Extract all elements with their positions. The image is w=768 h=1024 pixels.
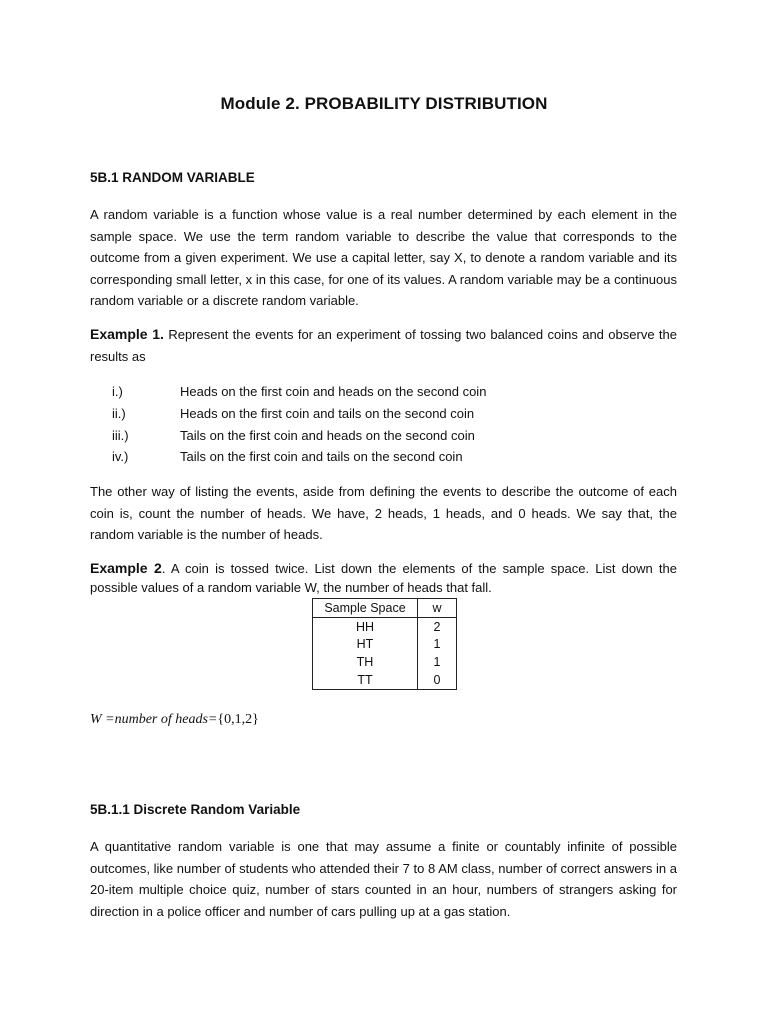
example-1-followup-paragraph: The other way of listing the events, aside from defining the events to describe the outcome of each coin is, count the number of heads. We have, 2 heads, 1 heads, and 0 heads. We say that, the random variable is the number of heads. bbox=[90, 484, 677, 543]
discrete-random-variable-paragraph: A quantitative random variable is one that may assume a finite or countably infinite of possible outcomes, like number of students who attended their 7 to 8 AM class, number of correct answers in a 20-item multiple choice quiz, number of stars counted in an hour, numbers of strangers asking for direction in a police officer and number of cars pulling up at a gas station. bbox=[90, 839, 677, 919]
list-item-number: iv.) bbox=[112, 449, 129, 465]
table-cell: TT bbox=[313, 671, 418, 689]
example-2-paragraph bbox=[90, 559, 677, 597]
example-1-list bbox=[90, 381, 677, 468]
example-1-paragraph bbox=[90, 324, 677, 367]
list-item bbox=[90, 403, 677, 425]
table-cell: HH bbox=[313, 617, 418, 635]
table-cell: TH bbox=[313, 653, 418, 671]
table-row bbox=[313, 636, 457, 654]
table-header-row bbox=[313, 599, 457, 618]
column-header-w: w bbox=[418, 599, 457, 618]
list-item-text: Heads on the first coin and tails on the second coin bbox=[180, 405, 475, 421]
table-row bbox=[313, 671, 457, 689]
table-row bbox=[313, 653, 457, 671]
list-item bbox=[90, 381, 677, 403]
example-1-label: Example 1. bbox=[90, 326, 164, 342]
formula-set: {0,1,2} bbox=[217, 712, 259, 727]
section-heading-random-variable: 5B.1 RANDOM VARIABLE bbox=[90, 170, 255, 185]
table-cell: 0 bbox=[418, 671, 457, 689]
table-cell: 1 bbox=[418, 653, 457, 671]
sample-space-table bbox=[312, 598, 457, 690]
example-2-text: . A coin is tossed twice. List down the elements of the sample space. List down the possible values of a random variable W, the number of heads that fall. bbox=[90, 561, 677, 595]
table-cell: 2 bbox=[418, 617, 457, 635]
list-item-text: Heads on the first coin and heads on the second coin bbox=[180, 384, 487, 399]
list-item bbox=[90, 425, 677, 447]
random-variable-paragraph: A random variable is a function whose value is a real number determined by each element in the sample space. We use the term random variable to describe the value that corresponds to the outcome from a given experiment. We use a capital letter, say X, to denote a random variable and its corresponding small letter, x in this case, for one of its values. A random variable may be a continuous random variable or a discrete random variable. bbox=[90, 207, 677, 309]
example-1-text: Represent the events for an experiment of tossing two balanced coins and observe the results as bbox=[90, 327, 678, 364]
section-heading-discrete-random-variable: 5B.1.1 Discrete Random Variable bbox=[90, 802, 301, 817]
list-item-number: iii.) bbox=[112, 427, 129, 443]
table-cell: 1 bbox=[418, 636, 457, 654]
random-variable-formula bbox=[90, 712, 259, 728]
list-item bbox=[90, 446, 677, 468]
example-2-label: Example 2 bbox=[90, 560, 162, 576]
list-item-number: i.) bbox=[112, 384, 123, 399]
page-title: Module 2. PROBABILITY DISTRIBUTION bbox=[220, 94, 548, 113]
column-header-sample-space: Sample Space bbox=[313, 599, 418, 618]
list-item-number: ii.) bbox=[112, 405, 126, 421]
list-item-text: Tails on the first coin and heads on the second coin bbox=[180, 427, 475, 443]
table-cell: HT bbox=[313, 636, 418, 654]
formula-lhs: W =number of heads= bbox=[90, 712, 218, 727]
list-item-text: Tails on the first coin and tails on the second coin bbox=[180, 449, 463, 465]
table-row bbox=[313, 617, 457, 635]
